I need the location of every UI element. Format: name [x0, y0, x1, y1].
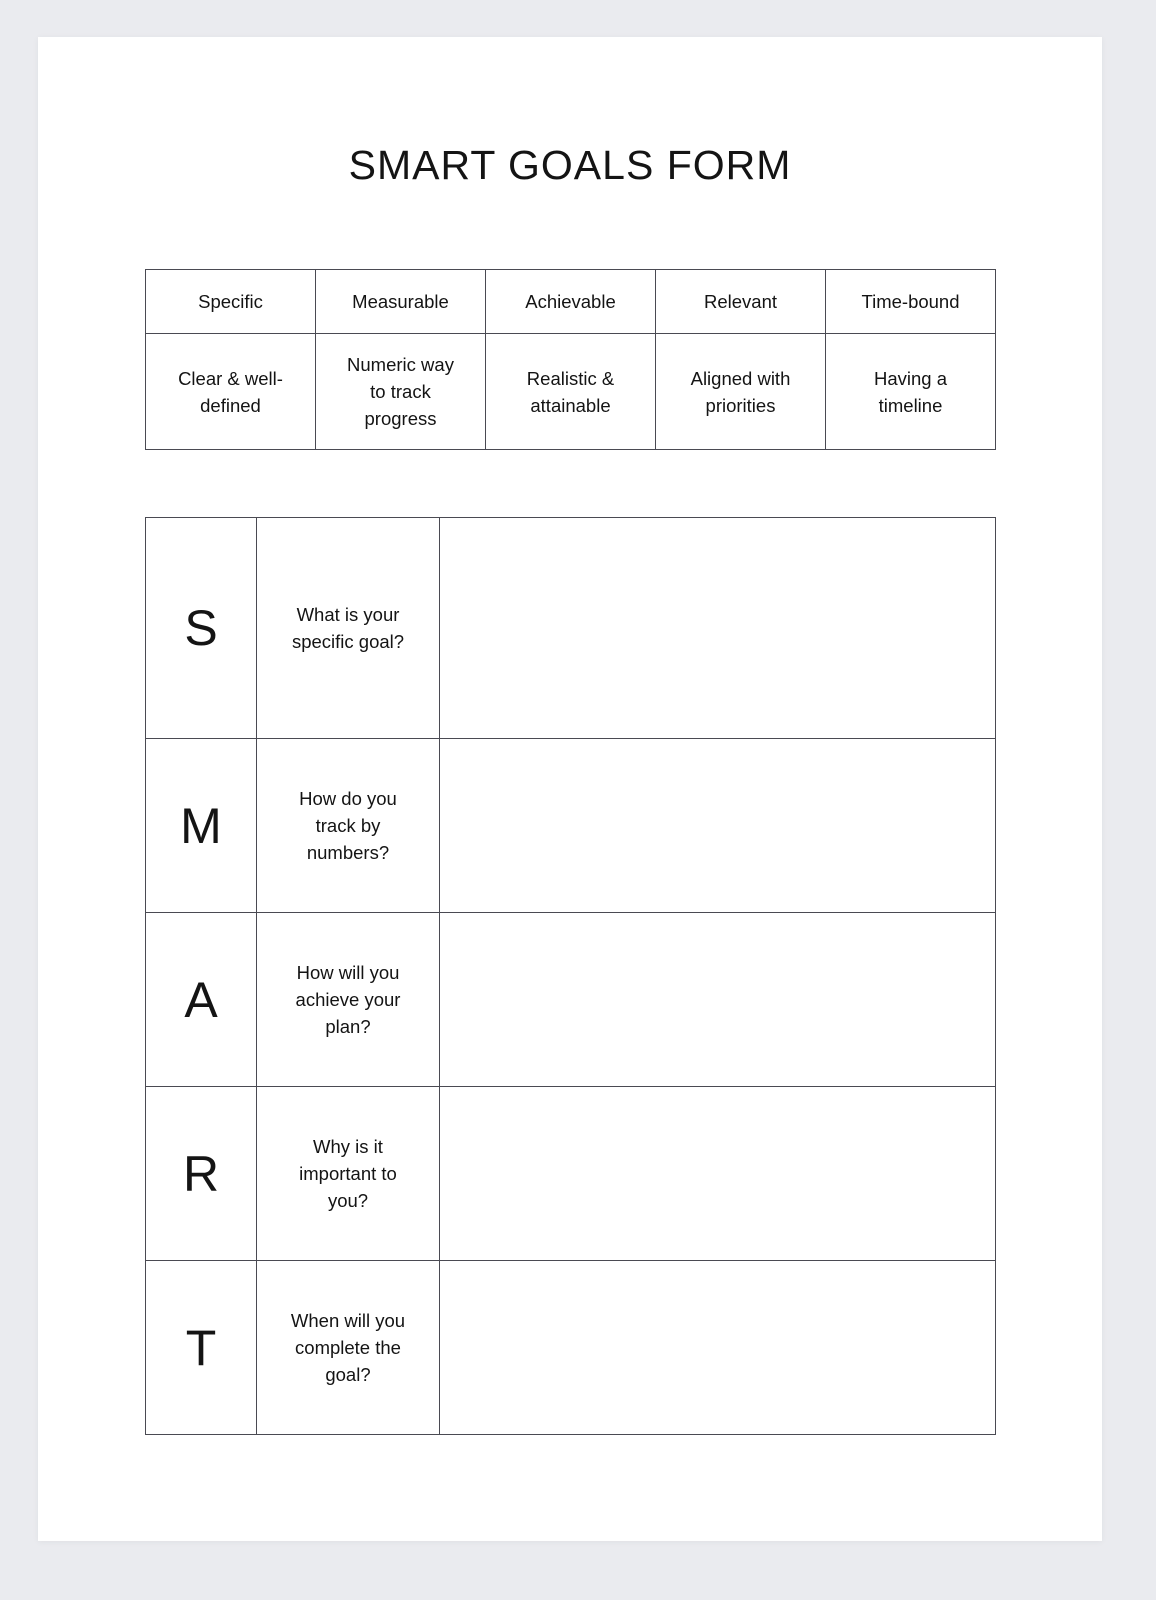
form-row-m	[146, 739, 996, 913]
answer-field-measurable[interactable]	[440, 739, 996, 913]
legend-description-relevant: Aligned with priorities	[656, 334, 826, 450]
row-question: Why is it important to you?	[257, 1087, 440, 1261]
row-question: How will you achieve your plan?	[257, 913, 440, 1087]
row-question: How do you track by numbers?	[257, 739, 440, 913]
smart-goals-form-table	[145, 517, 996, 1435]
form-row-r	[146, 1087, 996, 1261]
form-row-s	[146, 518, 996, 739]
form-row-a	[146, 913, 996, 1087]
legend-header-achievable: Achievable	[486, 270, 656, 334]
answer-field-time-bound[interactable]	[440, 1261, 996, 1435]
row-letter: M	[146, 739, 257, 913]
legend-header-relevant: Relevant	[656, 270, 826, 334]
row-question: What is your specific goal?	[257, 518, 440, 739]
row-letter: T	[146, 1261, 257, 1435]
legend-description-specific: Clear & well-defined	[146, 334, 316, 450]
row-letter: A	[146, 913, 257, 1087]
answer-field-specific[interactable]	[440, 518, 996, 739]
row-question: When will you complete the goal?	[257, 1261, 440, 1435]
legend-header-specific: Specific	[146, 270, 316, 334]
row-letter: S	[146, 518, 257, 739]
answer-field-relevant[interactable]	[440, 1087, 996, 1261]
answer-field-achievable[interactable]	[440, 913, 996, 1087]
document-page	[38, 37, 1102, 1541]
legend-header-time-bound: Time-bound	[826, 270, 996, 334]
smart-legend-table	[145, 269, 996, 450]
legend-header-row	[146, 270, 996, 334]
form-row-t	[146, 1261, 996, 1435]
legend-description-row	[146, 334, 996, 450]
page-title: SMART GOALS FORM	[348, 142, 792, 188]
legend-header-measurable: Measurable	[316, 270, 486, 334]
row-letter: R	[146, 1087, 257, 1261]
legend-description-time-bound: Having a timeline	[826, 334, 996, 450]
legend-description-measurable: Numeric way to track progress	[316, 334, 486, 450]
legend-description-achievable: Realistic & attainable	[486, 334, 656, 450]
